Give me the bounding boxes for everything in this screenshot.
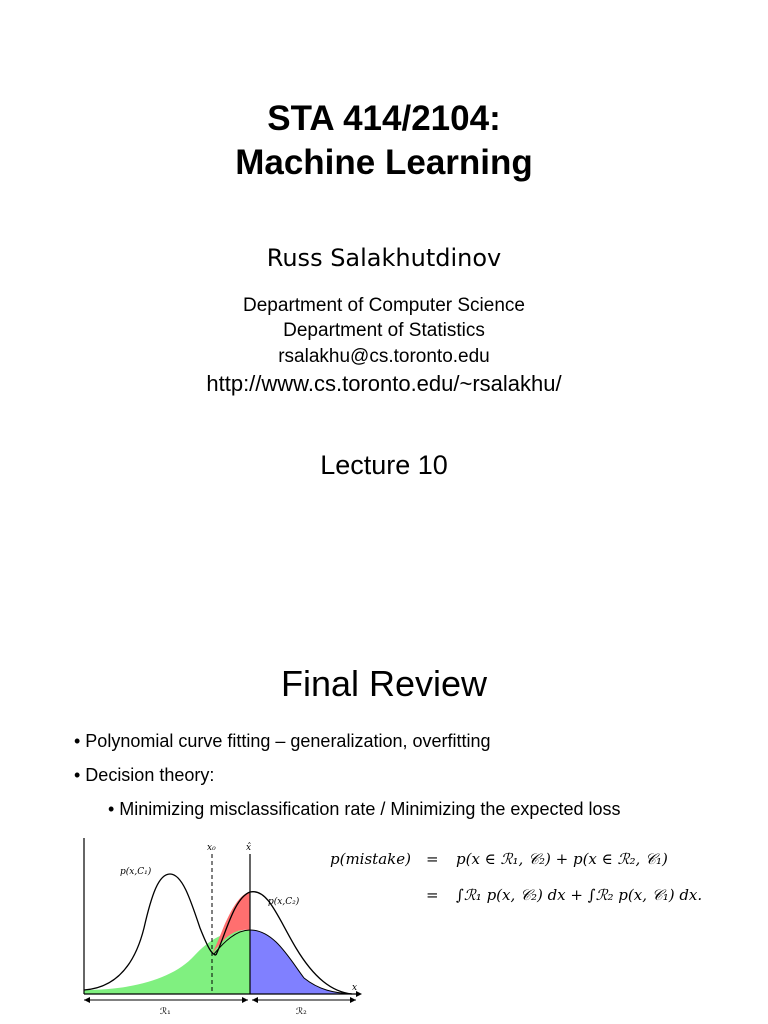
author-url: http://www.cs.toronto.edu/~rsalakhu/ [206, 371, 562, 396]
label-r2: ℛ₂ [296, 1007, 307, 1017]
decision-regions-figure [64, 838, 364, 1018]
formula-equals-2: = [426, 886, 439, 904]
formula-line1-rhs: p(x ∈ ℛ₁, 𝒞₂) + p(x ∈ ℛ₂, 𝒞₁) [456, 850, 668, 868]
sub-bullet-item: • Minimizing misclassification rate / Minimizing the expected loss [108, 799, 621, 819]
green-region [84, 930, 250, 994]
department-cs: Department of Computer Science [243, 295, 525, 316]
bullet-item: • Polynomial curve fitting – generalization, overfitting [74, 731, 491, 751]
formula-equals-1: = [426, 850, 439, 868]
author-email: rsalakhu@cs.toronto.edu [278, 346, 490, 367]
label-r1: ℛ₁ [160, 1007, 171, 1017]
author-name: Russ Salakhutdinov [266, 244, 502, 272]
formula-lhs: p(mistake) [330, 850, 411, 868]
mistake-probability-formula [330, 842, 730, 922]
label-xhat: x̂ [246, 843, 252, 853]
formula-line2-rhs: ∫ℛ₁ p(x, 𝒞₂) dx + ∫ℛ₂ p(x, 𝒞₁) dx. [456, 886, 703, 904]
label-x0: x₀ [207, 843, 216, 853]
title-line-2: Machine Learning [235, 143, 533, 182]
title-line-1: STA 414/2104: [267, 99, 501, 138]
label-p-x-c2: p(x,C₂) [268, 897, 300, 907]
label-x-axis: x [352, 983, 358, 993]
label-p-x-c1: p(x,C₁) [120, 867, 152, 877]
lecture-number: Lecture 10 [320, 450, 448, 480]
bullet-item: • Decision theory: [74, 765, 215, 785]
section-heading: Final Review [280, 663, 488, 704]
department-stats: Department of Statistics [283, 320, 485, 341]
blue-region [250, 930, 352, 994]
